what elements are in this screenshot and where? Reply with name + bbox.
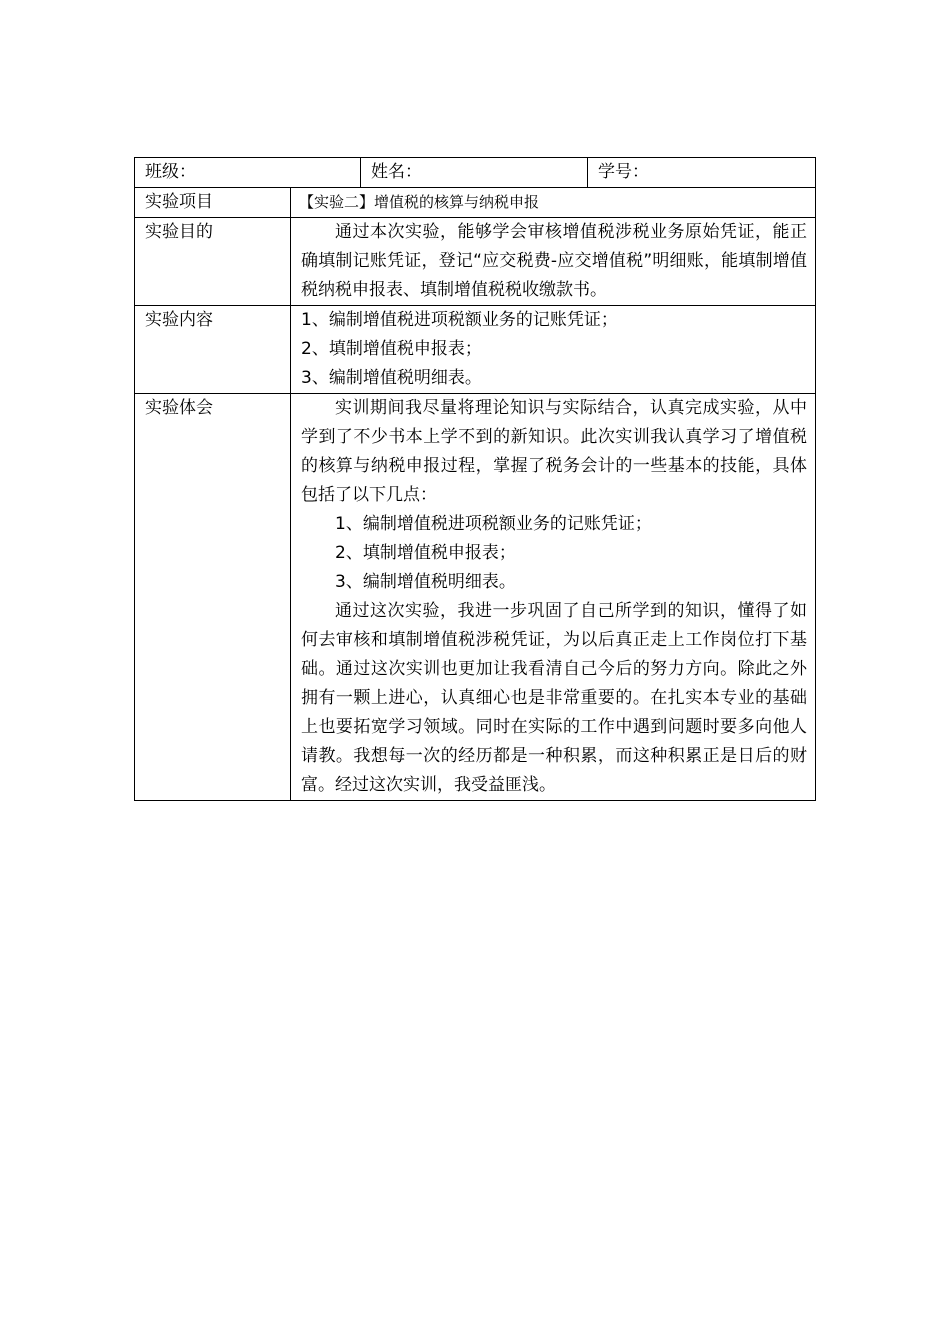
project-value: 【实验二】增值税的核算与纳税申报 bbox=[291, 188, 816, 218]
content-row bbox=[135, 306, 816, 394]
experience-cell bbox=[291, 394, 816, 801]
experiment-report-table bbox=[134, 157, 816, 801]
content-item: 1、编制增值税进项税额业务的记账凭证； bbox=[301, 310, 618, 330]
project-label: 实验项目 bbox=[135, 188, 291, 218]
student-info-row bbox=[135, 158, 816, 188]
project-row bbox=[135, 188, 816, 218]
purpose-row bbox=[135, 218, 816, 306]
experience-item: 3、编制增值税明细表。 bbox=[335, 572, 516, 592]
purpose-cell bbox=[291, 218, 816, 306]
experience-item: 1、编制增值税进项税额业务的记账凭证； bbox=[335, 514, 652, 534]
purpose-label: 实验目的 bbox=[135, 218, 291, 306]
experience-row bbox=[135, 394, 816, 801]
experience-conclusion: 通过这次实验，我进一步巩固了自己所学到的知识，懂得了如何去审核和填制增值税涉税凭证，为以后真正走上工作岗位打下基础。通过这次实训也更加让我看清自己今后的努力方向。除此之外拥有一颗上进心，认真细心也是非常重要的。在扎实本专业的基础上也要拓宽学习领域。同时在实际的工作中遇到问题时要多向他人请教。我想每一次的经历都是一种积累，而这种积累正是日后的财富。经过这次实训，我受益匪浅。 bbox=[301, 601, 807, 795]
content-label: 实验内容 bbox=[135, 306, 291, 394]
content-item: 2、填制增值税申报表； bbox=[301, 339, 482, 359]
experience-item: 2、填制增值税申报表； bbox=[335, 543, 516, 563]
experience-intro: 实训期间我尽量将理论知识与实际结合，认真完成实验，从中学到了不少书本上学不到的新知识。此次实训我认真学习了增值税的核算与纳税申报过程，掌握了税务会计的一些基本的技能，具体包括了以下几点： bbox=[301, 398, 807, 505]
name-field: 姓名： bbox=[361, 158, 588, 188]
content-cell bbox=[291, 306, 816, 394]
class-field: 班级： bbox=[135, 158, 361, 188]
student-id-field: 学号： bbox=[588, 158, 816, 188]
experience-label: 实验体会 bbox=[135, 394, 291, 801]
content-item: 3、编制增值税明细表。 bbox=[301, 368, 482, 388]
purpose-text: 通过本次实验，能够学会审核增值税涉税业务原始凭证，能正确填制记账凭证，登记“应交税费-应交增值税”明细账，能填制增值税纳税申报表、填制增值税税收缴款书。 bbox=[301, 222, 807, 300]
